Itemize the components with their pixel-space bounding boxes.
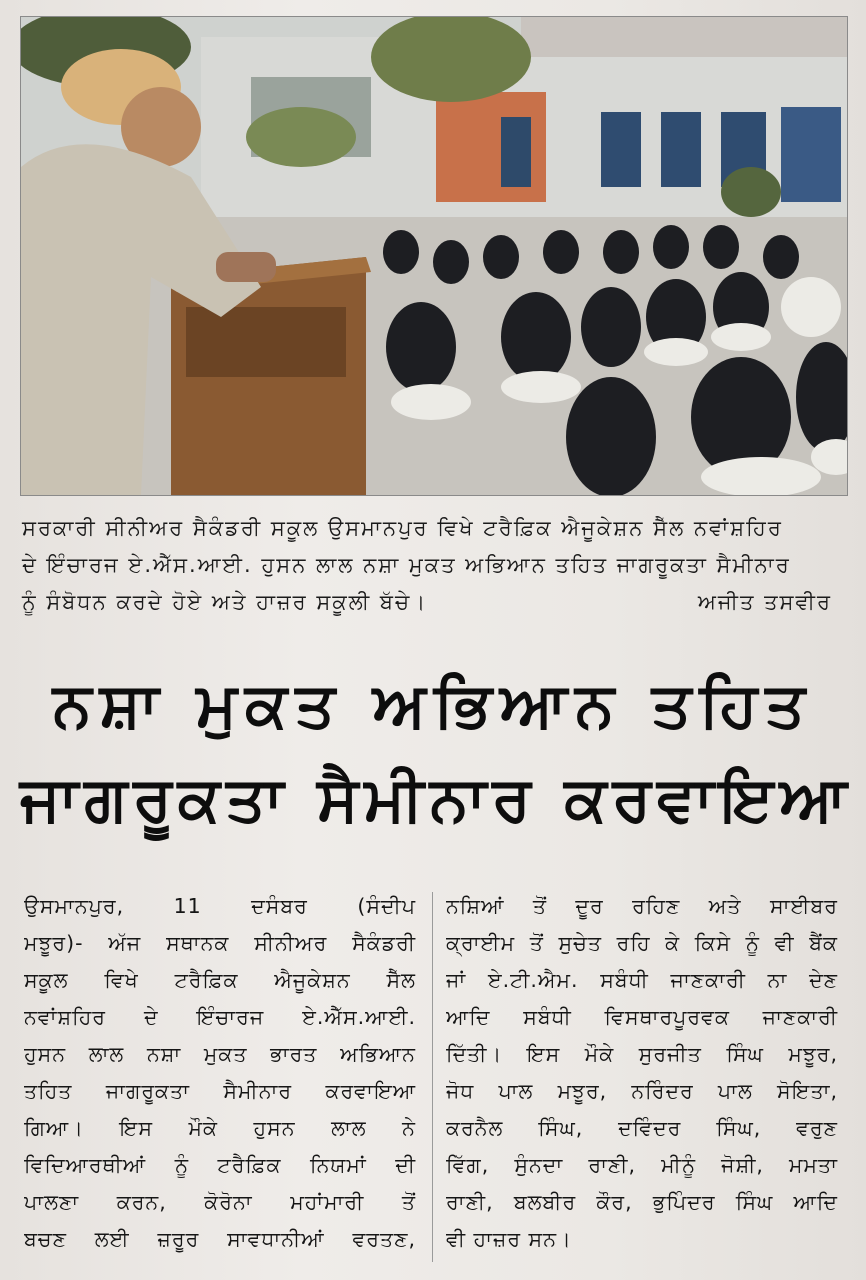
column-divider	[432, 892, 433, 1262]
article-line: ਨਵਾਂਸ਼ਹਿਰ ਦੇ ਇੰਚਾਰਜ ਏ.ਐੱਸ.ਆਈ.	[24, 1005, 416, 1029]
article-line: ਤਹਿਤ ਜਾਗਰੂਕਤਾ ਸੈਮੀਨਾਰ ਕਰਵਾਇਆ	[24, 1079, 416, 1103]
article-line: ਮਝੂਰ)- ਅੱਜ ਸਥਾਨਕ ਸੀਨੀਅਰ ਸੈਕੰਡਰੀ	[24, 931, 416, 955]
article-line: ਆਦਿ ਸਬੰਧੀ ਵਿਸਥਾਰਪੂਰਵਕ ਜਾਣਕਾਰੀ	[446, 1005, 838, 1029]
caption-line: ਸਰਕਾਰੀ ਸੀਨੀਅਰ ਸੈਕੰਡਰੀ ਸਕੂਲ ਉਸਮਾਨਪੁਰ ਵਿਖੇ ਟਰੈਫ਼ਿਕ ਐਜੂਕੇਸ਼ਨ ਸੈੱਲ ਨਵਾਂਸ਼ਹਿਰ	[22, 516, 783, 540]
article-column-left	[24, 888, 416, 1258]
article-line: ਵੀ ਹਾਜ਼ਰ ਸਨ।	[446, 1227, 572, 1251]
headline-line-2: ਜਾਗਰੂਕਤਾ ਸੈਮੀਨਾਰ ਕਰਵਾਇਆ	[20, 762, 853, 835]
article-line: ਉਸਮਾਨਪੁਰ, 11 ਦਸੰਬਰ (ਸੰਦੀਪ	[24, 894, 416, 918]
seminar-photo-illustration	[21, 17, 847, 495]
article-line: ਪਾਲਣਾ ਕਰਨ, ਕੋਰੋਨਾ ਮਹਾਂਮਾਰੀ ਤੋਂ	[24, 1190, 416, 1214]
article-line: ਵਿਦਿਆਰਥੀਆਂ ਨੂੰ ਟਰੈਫ਼ਿਕ ਨਿਯਮਾਂ ਦੀ	[24, 1153, 416, 1177]
article-line: ਦਿੱਤੀ। ਇਸ ਮੌਕੇ ਸੁਰਜੀਤ ਸਿੰਘ ਮਝੂਰ,	[446, 1042, 838, 1066]
article-line: ਹੁਸਨ ਲਾਲ ਨਸ਼ਾ ਮੁਕਤ ਭਾਰਤ ਅਭਿਆਨ	[24, 1042, 416, 1066]
seminar-photo	[20, 16, 848, 496]
caption-line: ਦੇ ਇੰਚਾਰਜ ਏ.ਐੱਸ.ਆਈ. ਹੁਸਨ ਲਾਲ ਨਸ਼ਾ ਮੁਕਤ ਅਭਿਆਨ ਤਹਿਤ ਜਾਗਰੂਕਤਾ ਸੈਮੀਨਾਰ	[22, 553, 791, 577]
article-line: ਗਿਆ। ਇਸ ਮੌਕੇ ਹੁਸਨ ਲਾਲ ਨੇ	[24, 1116, 416, 1140]
headline	[20, 668, 853, 836]
article-body	[24, 888, 844, 1278]
article-line: ਸਕੂਲ ਵਿਖੇ ਟਰੈਫ਼ਿਕ ਐਜੂਕੇਸ਼ਨ ਸੈੱਲ	[24, 968, 416, 992]
article-line: ਜਾਂ ਏ.ਟੀ.ਐਮ. ਸਬੰਧੀ ਜਾਣਕਾਰੀ ਨਾ ਦੇਣ	[446, 968, 838, 992]
photo-caption	[22, 510, 842, 621]
article-line: ਰਾਣੀ, ਬਲਬੀਰ ਕੌਰ, ਭੁਪਿੰਦਰ ਸਿੰਘ ਆਦਿ	[446, 1190, 838, 1214]
article-line: ਵਿੱਗ, ਸੁੰਨਦਾ ਰਾਣੀ, ਮੀਨੂੰ ਜੋਸ਼ੀ, ਮਮਤਾ	[446, 1153, 838, 1177]
article-line: ਕ੍ਰਾਈਮ ਤੋਂ ਸੁਚੇਤ ਰਹਿ ਕੇ ਕਿਸੇ ਨੂੰ ਵੀ ਬੈਂਕ	[446, 931, 838, 955]
article-column-right	[446, 888, 838, 1258]
headline-line-1: ਨਸ਼ਾ ਮੁਕਤ ਅਭਿਆਨ ਤਹਿਤ	[52, 668, 814, 741]
caption-line: ਨੂੰ ਸੰਬੋਧਨ ਕਰਦੇ ਹੋਏ ਅਤੇ ਹਾਜ਼ਰ ਸਕੂਲੀ ਬੱਚੇ।	[22, 590, 428, 614]
article-line: ਕਰਨੈਲ ਸਿੰਘ, ਦਵਿੰਦਰ ਸਿੰਘ, ਵਰੁਣ	[446, 1116, 838, 1140]
photo-credit: ਅਜੀਤ ਤਸਵੀਰ	[697, 590, 832, 614]
article-line: ਬਚਣ ਲਈ ਜ਼ਰੂਰ ਸਾਵਧਾਨੀਆਂ ਵਰਤਣ,	[24, 1227, 416, 1251]
article-line: ਜੋਧ ਪਾਲ ਮਝੂਰ, ਨਰਿੰਦਰ ਪਾਲ ਸੋਇਤਾ,	[446, 1079, 838, 1103]
article-line: ਨਸ਼ਿਆਂ ਤੋਂ ਦੂਰ ਰਹਿਣ ਅਤੇ ਸਾਈਬਰ	[446, 894, 838, 918]
